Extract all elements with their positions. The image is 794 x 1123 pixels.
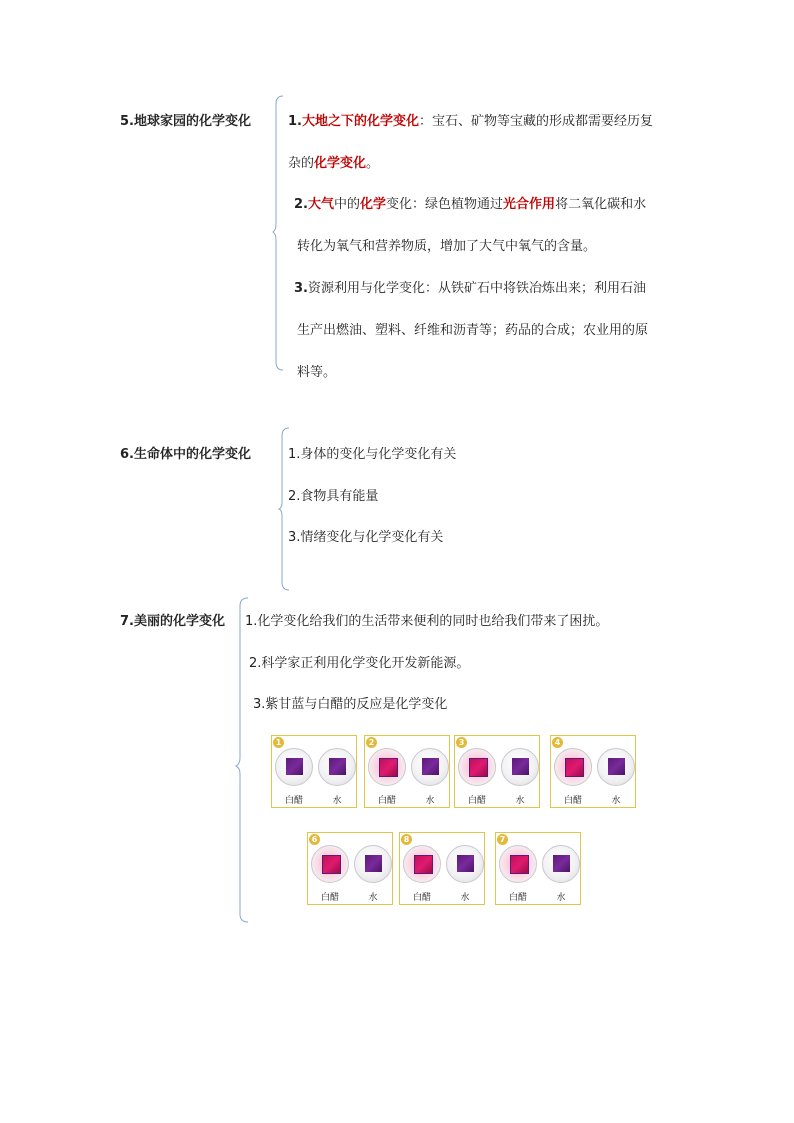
section-5-line-4 bbox=[297, 235, 596, 254]
text-segment: 生产出燃油、塑料、纤维和沥青等；药品的合成；农业用的原 bbox=[297, 323, 649, 338]
text-segment: 。 bbox=[366, 156, 380, 171]
experiment-panel bbox=[495, 832, 581, 905]
text-segment: 2.食物具有能量 bbox=[288, 489, 379, 504]
vinegar-dish bbox=[554, 748, 592, 786]
vinegar-label: 白醋 bbox=[412, 893, 431, 903]
panel-number-badge: 4 bbox=[552, 737, 563, 748]
cabbage-leaf bbox=[608, 758, 625, 775]
section-6-line-3 bbox=[288, 526, 443, 545]
section-7-line-3 bbox=[253, 693, 447, 712]
text-segment: 2.科学家正利用化学变化开发新能源。 bbox=[249, 656, 470, 671]
text-segment: 变化：绿色植物通过 bbox=[386, 197, 504, 212]
cabbage-leaf bbox=[469, 758, 488, 777]
text-segment: 资源利用与化学变化：从铁矿石中将铁冶炼出来；利用石油 bbox=[307, 281, 646, 296]
section-7-line-2 bbox=[249, 652, 469, 671]
cabbage-leaf bbox=[414, 855, 433, 874]
cabbage-leaf bbox=[379, 758, 398, 777]
vinegar-dish bbox=[458, 748, 496, 786]
text-segment: 1. bbox=[288, 114, 302, 129]
section-5-line-7 bbox=[297, 361, 336, 380]
water-label: 水 bbox=[425, 796, 435, 806]
panel-number-badge: 7 bbox=[497, 834, 508, 845]
section-7-brace bbox=[236, 598, 250, 922]
cabbage-leaf bbox=[286, 758, 303, 775]
text-segment: 1.化学变化给我们的生活带来便利的同时也给我们带来了困扰。 bbox=[245, 614, 609, 629]
text-segment: 中的 bbox=[334, 197, 361, 212]
water-dish bbox=[501, 748, 539, 786]
section-5-line-1 bbox=[288, 110, 653, 129]
cabbage-leaf bbox=[553, 855, 570, 872]
text-segment: 3. bbox=[294, 281, 308, 296]
cabbage-leaf bbox=[422, 758, 439, 775]
vinegar-dish bbox=[275, 748, 313, 786]
vinegar-dish bbox=[311, 845, 349, 883]
cabbage-leaf bbox=[512, 758, 529, 775]
section-5-line-5 bbox=[294, 277, 646, 296]
experiment-panel bbox=[307, 832, 393, 905]
panel-number-badge: 2 bbox=[366, 737, 377, 748]
section-5-line-2 bbox=[288, 152, 379, 171]
text-segment: 化学 bbox=[360, 197, 387, 212]
text-segment: 将二氧化碳和水 bbox=[555, 197, 647, 212]
section-5-title: 5.地球家园的化学变化 bbox=[120, 114, 251, 129]
section-5-brace bbox=[273, 96, 285, 370]
water-label: 水 bbox=[515, 796, 525, 806]
experiment-panel bbox=[550, 735, 636, 808]
section-6-title: 6.生命体中的化学变化 bbox=[120, 447, 251, 462]
water-label: 水 bbox=[556, 893, 566, 903]
cabbage-leaf bbox=[329, 758, 346, 775]
vinegar-dish bbox=[368, 748, 406, 786]
cabbage-leaf bbox=[322, 855, 341, 874]
cabbage-leaf bbox=[457, 855, 474, 872]
vinegar-label: 白醋 bbox=[508, 893, 527, 903]
cabbage-leaf bbox=[510, 855, 529, 874]
vinegar-label: 白醋 bbox=[467, 796, 486, 806]
panel-number-badge: 6 bbox=[309, 834, 320, 845]
text-segment: 化学变化 bbox=[314, 156, 367, 171]
text-segment: 转化为氧气和营养物质，增加了大气中氧气的含量。 bbox=[297, 239, 597, 254]
section-5-line-3 bbox=[294, 193, 646, 212]
water-dish bbox=[354, 845, 392, 883]
experiment-panel bbox=[454, 735, 540, 808]
cabbage-leaf bbox=[565, 758, 584, 777]
panel-number-badge: 8 bbox=[401, 834, 412, 845]
panel-number-badge: 3 bbox=[456, 737, 467, 748]
vinegar-label: 白醋 bbox=[377, 796, 396, 806]
water-label: 水 bbox=[460, 893, 470, 903]
experiment-panel bbox=[364, 735, 450, 808]
experiment-panel bbox=[399, 832, 485, 905]
water-label: 水 bbox=[368, 893, 378, 903]
panel-number-badge: 1 bbox=[273, 737, 284, 748]
section-7-title: 7.美丽的化学变化 bbox=[120, 614, 225, 629]
text-segment: 料等。 bbox=[297, 365, 337, 380]
text-segment: 3.紫甘蓝与白醋的反应是化学变化 bbox=[253, 697, 448, 712]
water-label: 水 bbox=[332, 796, 342, 806]
text-segment: 光合作用 bbox=[503, 197, 556, 212]
water-dish bbox=[446, 845, 484, 883]
section-7-line-1 bbox=[245, 610, 608, 629]
section-6-line-1 bbox=[288, 443, 456, 462]
text-segment: 大气 bbox=[307, 197, 334, 212]
vinegar-label: 白醋 bbox=[284, 796, 303, 806]
section-6-line-2 bbox=[288, 485, 378, 504]
water-dish bbox=[542, 845, 580, 883]
cabbage-leaf bbox=[365, 855, 382, 872]
water-dish bbox=[597, 748, 635, 786]
text-segment: 3.情绪变化与化学变化有关 bbox=[288, 530, 444, 545]
text-segment: 1.身体的变化与化学变化有关 bbox=[288, 447, 457, 462]
vinegar-label: 白醋 bbox=[563, 796, 582, 806]
section-5-line-6 bbox=[297, 319, 648, 338]
text-segment: ：宝石、矿物等宝藏的形成都需要经历复 bbox=[419, 114, 654, 129]
water-dish bbox=[411, 748, 449, 786]
text-segment: 大地之下的化学变化 bbox=[301, 114, 419, 129]
vinegar-label: 白醋 bbox=[320, 893, 339, 903]
water-dish bbox=[318, 748, 356, 786]
text-segment: 杂的 bbox=[288, 156, 315, 171]
experiment-panel bbox=[271, 735, 357, 808]
water-label: 水 bbox=[611, 796, 621, 806]
vinegar-dish bbox=[499, 845, 537, 883]
vinegar-dish bbox=[403, 845, 441, 883]
text-segment: 2. bbox=[294, 197, 308, 212]
